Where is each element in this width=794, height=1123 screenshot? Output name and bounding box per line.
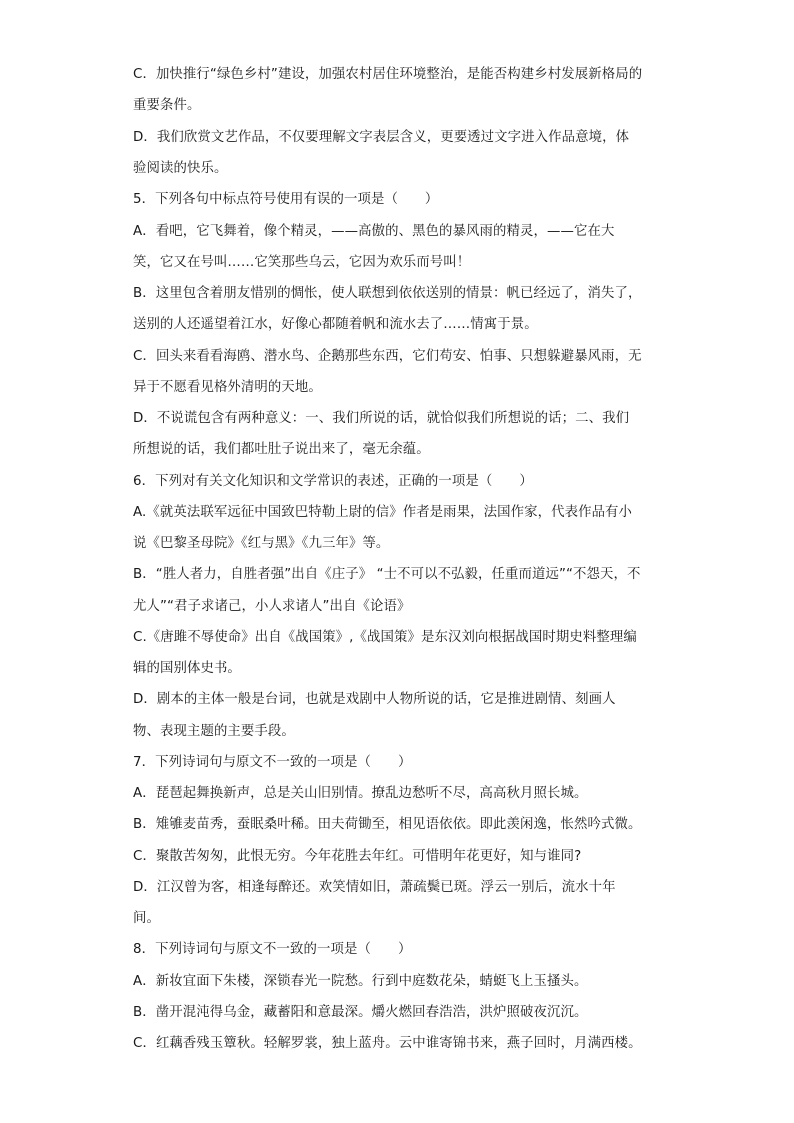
text-line: 送别的人还遥望着江水，好像心都随着帆和流水去了……情寓于景。 xyxy=(133,317,538,332)
text-line: B．凿开混沌得乌金，藏蓄阳和意最深。爝火燃回春浩浩，洪炉照破夜沉沉。 xyxy=(133,1005,588,1020)
text-line: B．雉雊麦苗秀，蚕眠桑叶稀。田夫荷锄至，相见语依依。即此羡闲逸，怅然吟式微。 xyxy=(133,817,642,832)
text-line: A．看吧，它飞舞着，像个精灵，——高傲的、黑色的暴风雨的精灵，——它在大 xyxy=(133,224,615,239)
text-line: B．这里包含着朋友惜别的惆怅，使人联想到依依送别的情景：帆已经远了，消失了， xyxy=(133,286,642,301)
text-line: 说《巴黎圣母院》《红与黑》《九三年》等。 xyxy=(133,536,390,551)
text-line: 辑的国别体史书。 xyxy=(133,661,241,676)
text-line: 重要条件。 xyxy=(133,98,201,113)
question-6-title: 6．下列对有关文化知识和文学常识的表述，正确的一项是（ ） xyxy=(133,474,533,489)
text-line: 异于不愿看见格外清明的天地。 xyxy=(133,380,322,395)
text-line: C．加快推行“绿色乡村”建设，加强农村居住环境整治，是能否构建乡村发展新格局的 xyxy=(133,67,643,82)
question-8-title: 8．下列诗词句与原文不一致的一项是（ ） xyxy=(133,942,412,957)
text-line: D．我们欣赏文艺作品，不仅要理解文字表层含义，更要透过文字进入作品意境，体 xyxy=(133,130,630,145)
text-line: C．红藕香残玉簟秋。轻解罗裳，独上蓝舟。云中谁寄锦书来，燕子回时，月满西楼。 xyxy=(133,1036,642,1051)
question-7-title: 7．下列诗词句与原文不一致的一项是（ ） xyxy=(133,755,412,770)
text-line: D．不说谎包含有两种意义：一、我们所说的话，就恰似我们所想说的话；二、我们 xyxy=(133,411,630,426)
text-line: 物、表现主题的主要手段。 xyxy=(133,724,295,739)
text-line: A．琵琶起舞换新声，总是关山旧别情。撩乱边愁听不尽，高高秋月照长城。 xyxy=(133,786,588,801)
text-line: 尤人”“君子求诸己，小人求诸人”出自《论语》 xyxy=(133,599,411,614)
text-line: D．剧本的主体一般是台词，也就是戏剧中人物所说的话，它是推进剧情、刻画人 xyxy=(133,692,616,707)
text-line: 间。 xyxy=(133,911,160,926)
text-line: 笑，它又在号叫……它笑那些乌云，它因为欢乐而号叫！ xyxy=(133,255,471,270)
text-line: B．“胜人者力，自胜者强”出自《庄子》 “士不可以不弘毅，任重而道远”“不怨天，不 xyxy=(133,567,641,582)
text-line: A．新妆宜面下朱楼，深锁春光一院愁。行到中庭数花朵，蜻蜓飞上玉搔头。 xyxy=(133,974,588,989)
text-line: C．回头来看看海鸥、潜水鸟、企鹅那些东西，它们苟安、怕事、只想躲避暴风雨，无 xyxy=(133,349,642,364)
text-line: A.《就英法联军远征中国致巴特勒上尉的信》作者是雨果，法国作家，代表作品有小 xyxy=(133,505,633,520)
text-line: C.《唐雎不辱使命》出自《战国策》,《战国策》是东汉刘向根据战国时期史料整理编 xyxy=(133,630,637,645)
question-5-title: 5．下列各句中标点符号使用有误的一项是（ ） xyxy=(133,192,439,207)
text-line: 验阅读的快乐。 xyxy=(133,161,228,176)
text-line: D．江汉曾为客，相逢每醉还。欢笑情如旧，萧疏鬓已斑。浮云一别后，流水十年 xyxy=(133,880,616,895)
text-line: C．聚散苦匆匆，此恨无穷。今年花胜去年红。可惜明年花更好，知与谁同? xyxy=(133,849,582,864)
text-line: 所想说的话，我们都吐肚子说出来了，毫无余蕴。 xyxy=(133,442,430,457)
